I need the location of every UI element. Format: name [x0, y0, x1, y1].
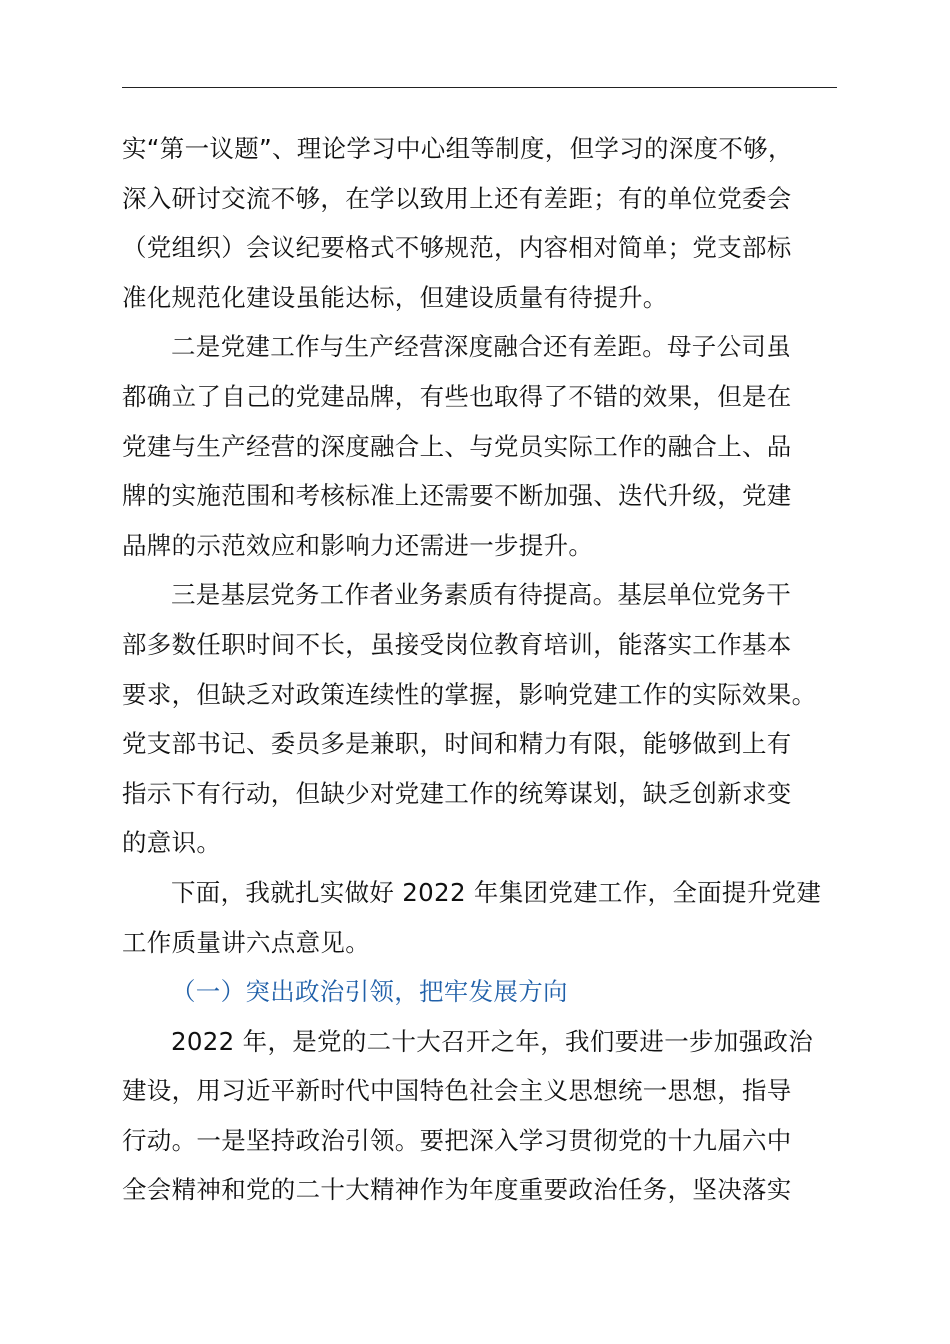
text-line: 准化规范化建设虽能达标，但建设质量有待提升。 [122, 282, 668, 312]
text-line: （党组织）会议纪要格式不够规范，内容相对简单；党支部标 [122, 233, 792, 263]
text-line: 全会精神和党的二十大精神作为年度重要政治任务，坚决落实 [122, 1175, 792, 1205]
text-line: 行动。一是坚持政治引领。要把深入学习贯彻党的十九届六中 [122, 1125, 792, 1155]
document-body [122, 124, 837, 1215]
text-line: 实“第一议题”、理论学习中心组等制度，但学习的深度不够， [122, 134, 793, 163]
text-line: 牌的实施范围和考核标准上还需要不断加强、迭代升级，党建 [122, 481, 792, 511]
text-line: 要求，但缺乏对政策连续性的掌握，影响党建工作的实际效果。 [122, 679, 817, 709]
text-line: 都确立了自己的党建品牌，有些也取得了不错的效果，但是在 [122, 381, 792, 411]
text-line: 建设，用习近平新时代中国特色社会主义思想统一思想，指导 [122, 1076, 792, 1106]
section-heading: （一）突出政治引领，把牢发展方向 [171, 977, 568, 1007]
text-line: 指示下有行动，但缺少对党建工作的统筹谋划，缺乏创新求变 [122, 778, 792, 808]
paragraph-start-line: 三是基层党务工作者业务素质有待提高。基层单位党务干 [171, 580, 791, 610]
text-line: 部多数任职时间不长，虽接受岗位教育培训，能落实工作基本 [122, 629, 792, 659]
text-line: 党支部书记、委员多是兼职，时间和精力有限，能够做到上有 [122, 729, 792, 759]
text-line: 工作质量讲六点意见。 [122, 927, 370, 957]
text-line: 的意识。 [122, 828, 222, 858]
paragraph-start-line: 二是党建工作与生产经营深度融合还有差距。母子公司虽 [171, 332, 791, 362]
text-line: 深入研讨交流不够，在学以致用上还有差距；有的单位党委会 [122, 183, 792, 213]
header-rule [122, 87, 837, 88]
paragraph-start-line: 2022 年，是党的二十大召开之年，我们要进一步加强政治 [171, 1026, 814, 1056]
text-line: 党建与生产经营的深度融合上、与党员实际工作的融合上、品 [122, 431, 792, 461]
text-line: 品牌的示范效应和影响力还需进一步提升。 [122, 530, 594, 560]
paragraph-start-line: 下面，我就扎实做好 2022 年集团党建工作，全面提升党建 [171, 877, 822, 907]
